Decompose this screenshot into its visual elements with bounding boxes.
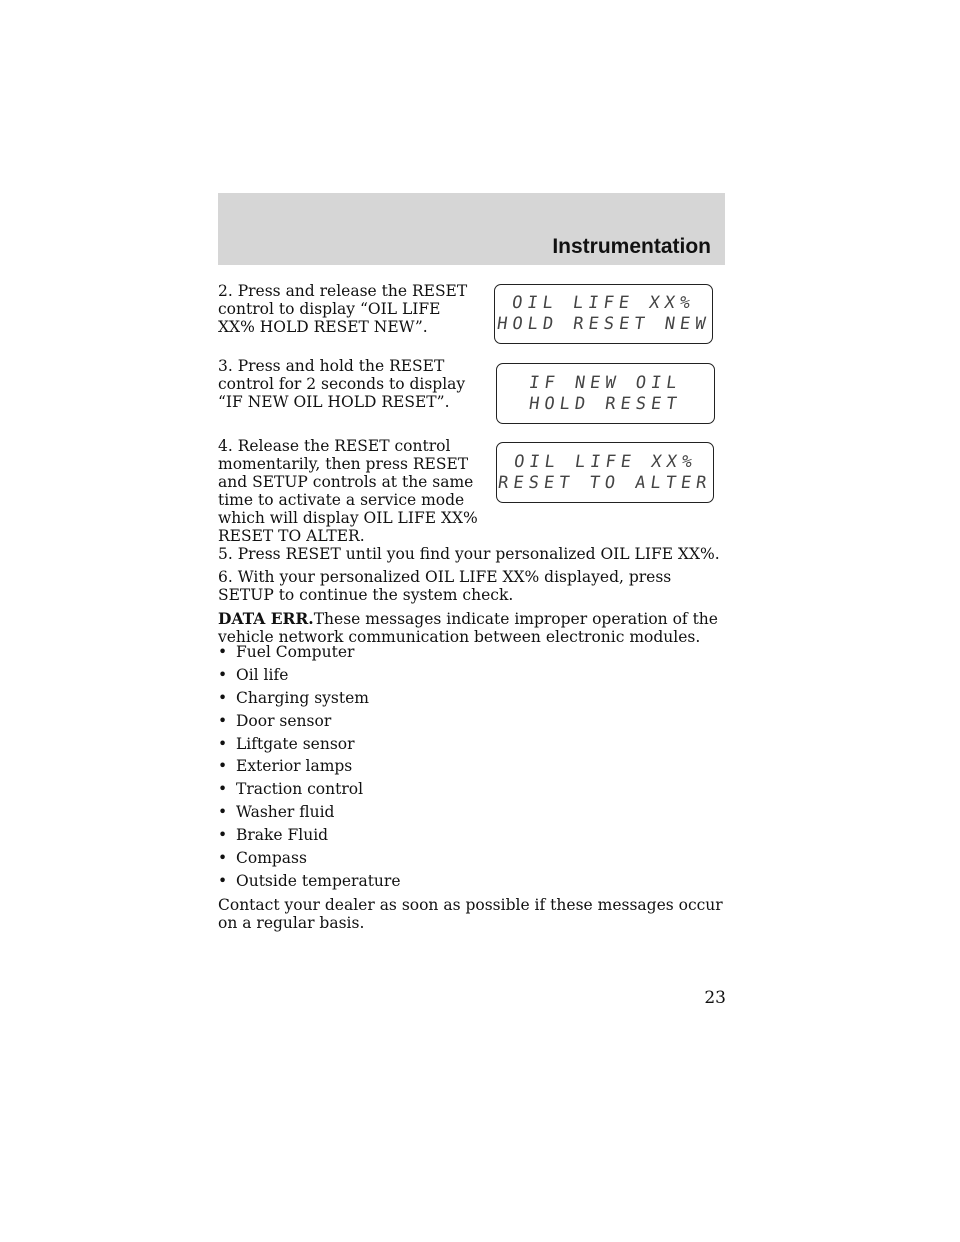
lcd-line-2: HOLD RESET — [527, 393, 684, 414]
list-item — [218, 872, 401, 895]
bullet-icon: • — [218, 849, 228, 868]
list-item — [218, 712, 401, 735]
list-item — [218, 689, 401, 712]
step-6-text: 6. With your personalized OIL LIFE XX% displayed, press SETUP to continue the system check. — [218, 568, 672, 604]
lcd-line-2: HOLD RESET NEW — [495, 314, 712, 334]
lcd-display-if-new-oil — [496, 363, 715, 424]
step-5-text: 5. Press RESET until you find your personalized OIL LIFE XX%. — [218, 545, 720, 563]
list-item-label: Brake Fluid — [236, 826, 329, 845]
list-item — [218, 666, 401, 689]
list-item-label: Oil life — [236, 665, 289, 684]
list-item-label: Fuel Computer — [236, 643, 355, 661]
lcd-line-2: RESET TO ALTER — [497, 472, 714, 493]
list-item-label: Washer fluid — [236, 803, 335, 822]
list-item — [218, 780, 401, 803]
data-err-label: DATA ERR. — [218, 609, 314, 628]
data-err-text: These messages indicate improper operation of the vehicle network communication between electronic modules. — [218, 610, 718, 646]
list-item — [218, 803, 401, 826]
lcd-line-1: IF NEW OIL — [527, 372, 684, 393]
bullet-icon: • — [218, 665, 228, 684]
lcd-display-reset-to-alter — [496, 442, 714, 503]
bullet-icon: • — [218, 757, 228, 776]
lcd-line-1: OIL LIFE XX% — [512, 451, 698, 472]
bullet-icon: • — [218, 643, 228, 661]
list-item-label: Exterior lamps — [236, 757, 353, 776]
lcd-display-oil-life-hold-reset — [494, 284, 713, 344]
list-item-label: Compass — [236, 849, 307, 868]
bullet-icon: • — [218, 780, 228, 799]
list-item-label: Liftgate sensor — [236, 734, 355, 753]
list-item — [218, 757, 401, 780]
list-item-label: Charging system — [236, 688, 369, 707]
list-item — [218, 735, 401, 758]
list-item — [218, 849, 401, 872]
list-item — [218, 826, 401, 849]
data-err-paragraph — [218, 610, 728, 646]
bullet-icon: • — [218, 871, 228, 890]
lcd-line-1: OIL LIFE XX% — [510, 293, 697, 313]
closing-paragraph: Contact your dealer as soon as possible if these messages occur on a regular basis. — [218, 896, 723, 932]
bullet-icon: • — [218, 688, 228, 707]
list-item-label: Outside temperature — [236, 871, 401, 890]
step-3-text: 3. Press and hold the RESET control for 2 seconds to display “IF NEW OIL HOLD RESET”. — [218, 357, 466, 411]
step-2-text: 2. Press and release the RESET control to display “OIL LIFE XX% HOLD RESET NEW”. — [218, 282, 468, 336]
list-item-label: Traction control — [236, 780, 364, 799]
list-item-label: Door sensor — [236, 711, 332, 730]
bullet-icon: • — [218, 734, 228, 753]
list-item — [218, 643, 401, 666]
step-4-text: 4. Release the RESET control momentarily, then press RESET and SETUP controls at the same time to activate a service mode which will display OIL LIFE XX% RESET TO ALTER. — [218, 437, 478, 545]
page-number: 23 — [704, 988, 726, 1008]
data-err-module-list — [218, 643, 401, 895]
bullet-icon: • — [218, 803, 228, 822]
bullet-icon: • — [218, 711, 228, 730]
section-title: Instrumentation — [552, 235, 711, 258]
bullet-icon: • — [218, 826, 228, 845]
section-header-band — [218, 193, 725, 265]
